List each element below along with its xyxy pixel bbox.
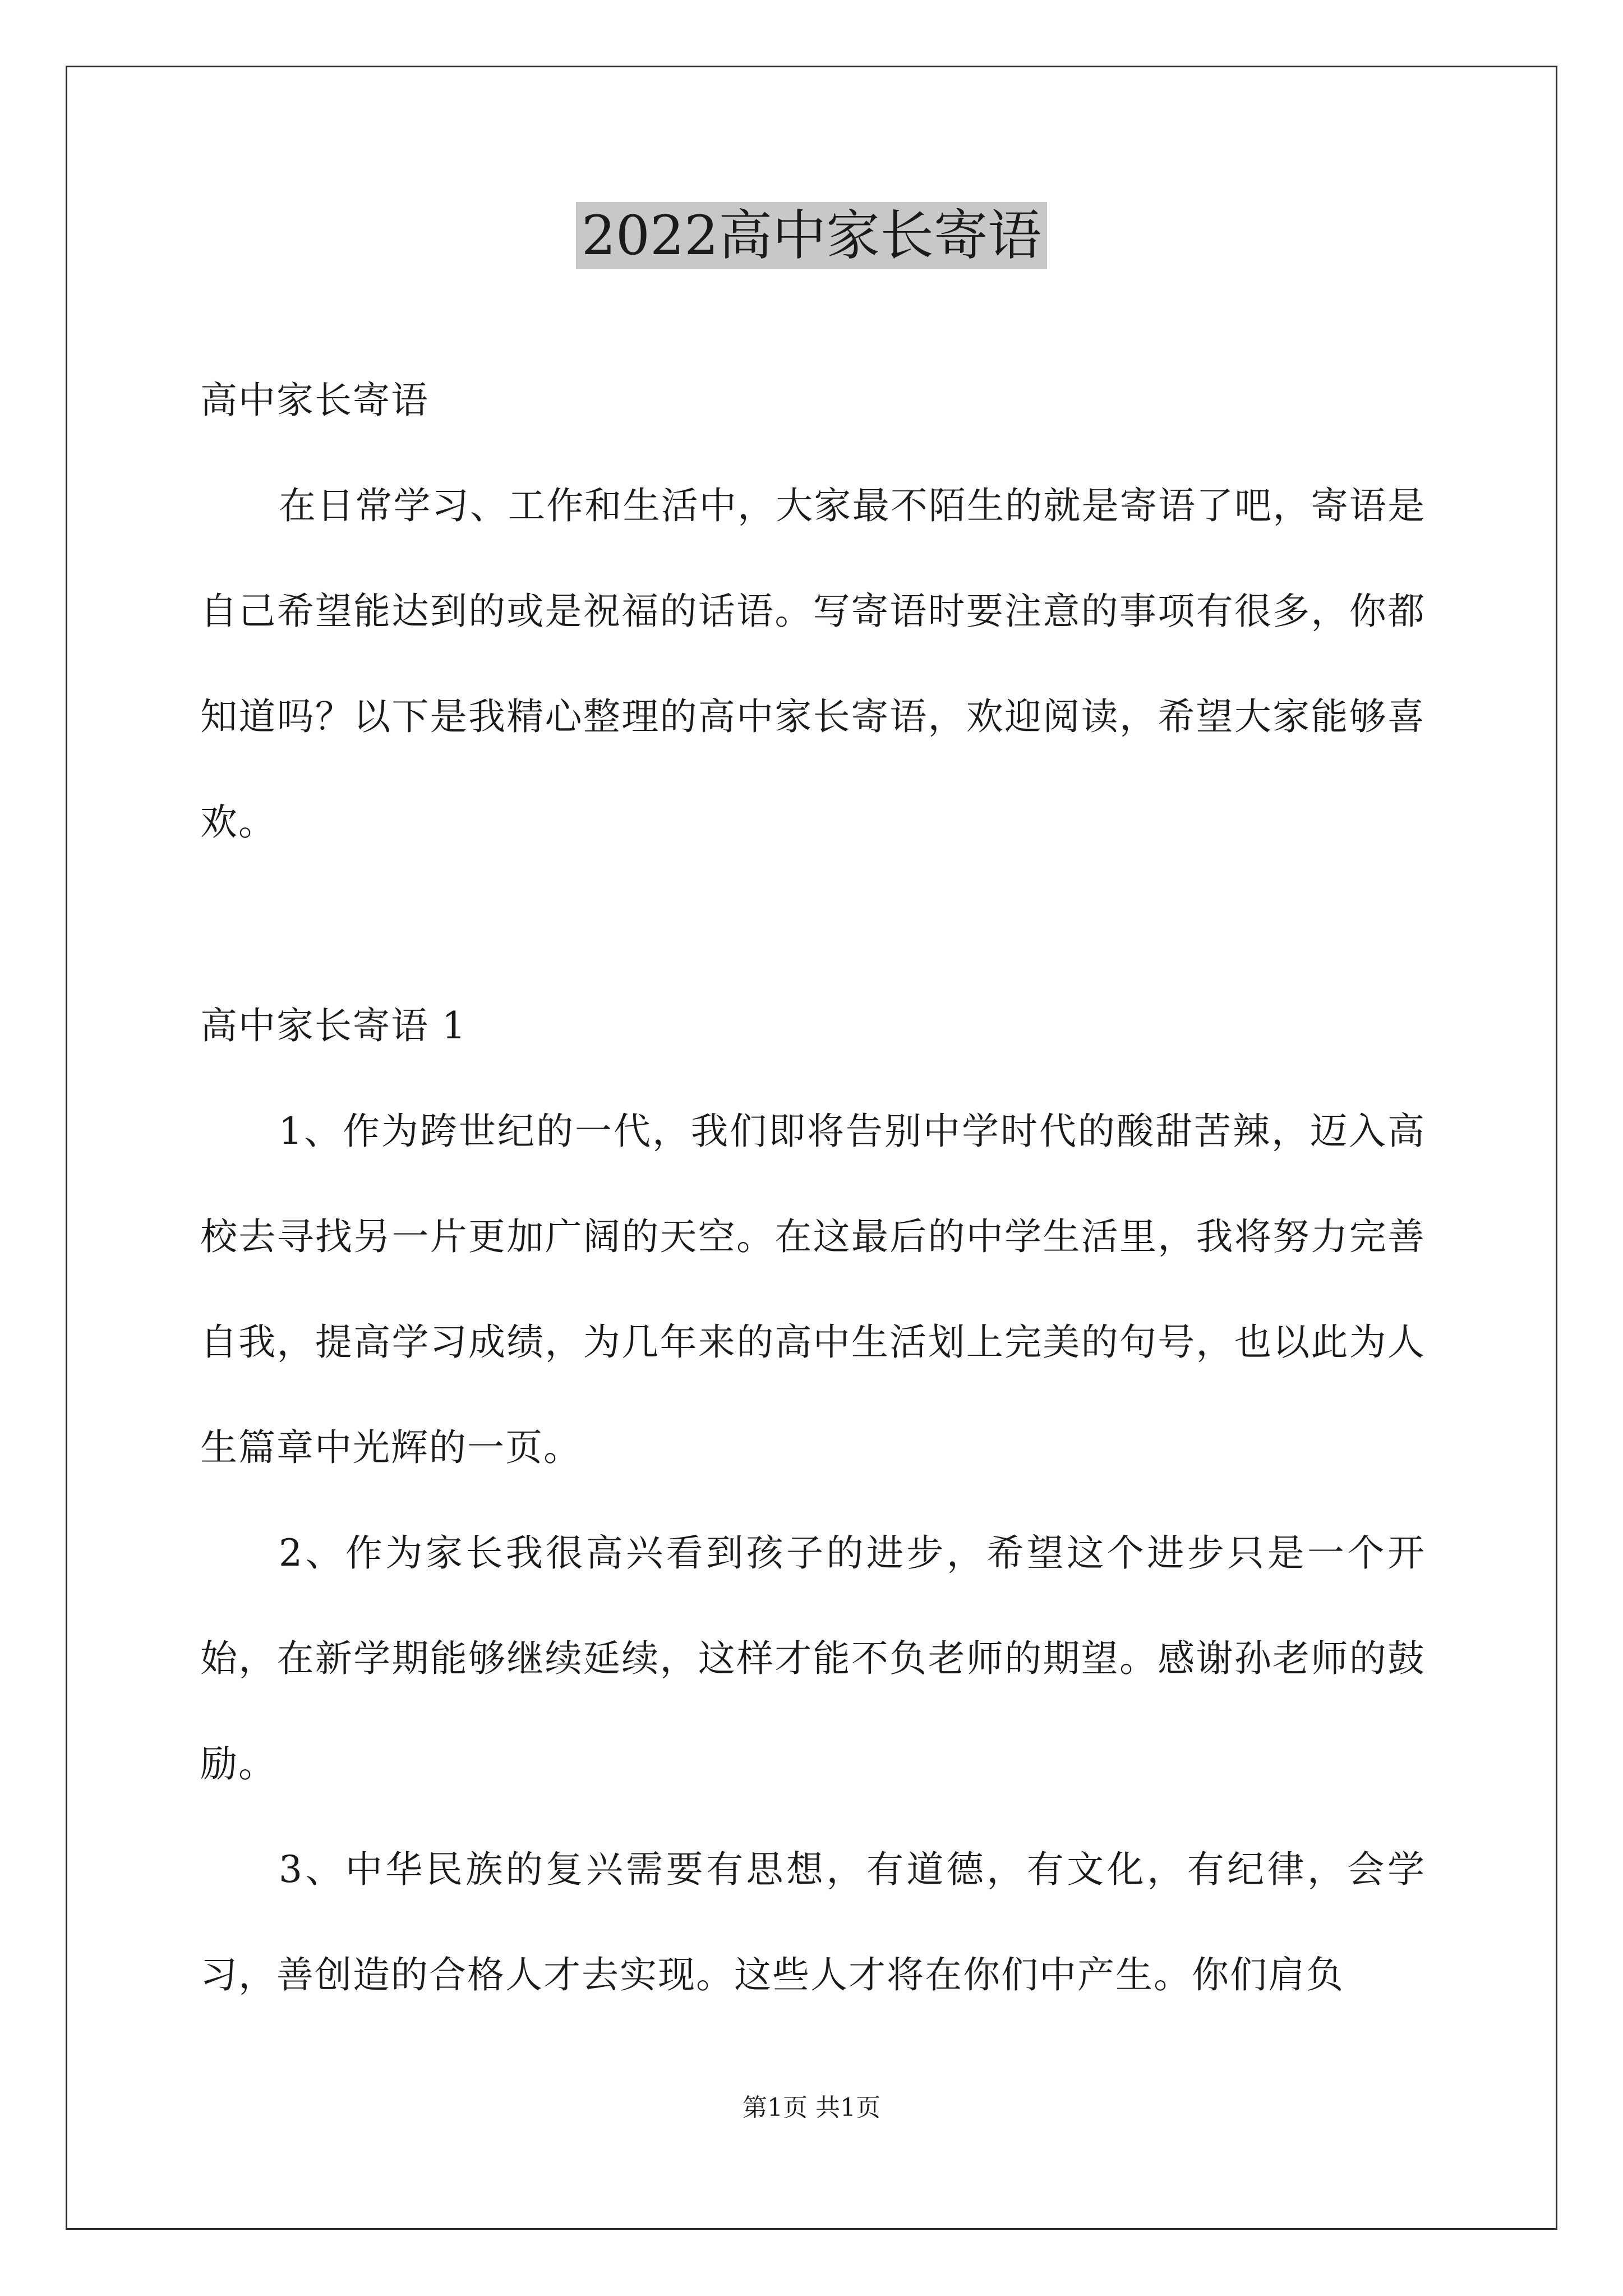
intro-paragraph: 在日常学习、工作和生活中，大家最不陌生的就是寄语了吧，寄语是自己希望能达到的或是祝福的话语。写寄语时要注意的事项有很多，你都知道吗？以下是我精心整理的高中家长寄语，欢迎阅读，希望大家能够喜欢。 xyxy=(200,484,1426,844)
document-body xyxy=(200,348,1426,2028)
paragraph-spacer xyxy=(200,875,1426,973)
document-title-text: 2022高中家长寄语 xyxy=(576,202,1047,269)
list-item: 1、作为跨世纪的一代，我们即将告别中学时代的酸甜苦辣，迈入高校去寻找另一片更加广阔的天空。在这最后的中学生活里，我将努力完善自我，提高学习成绩，为几年来的高中生活划上完美的句号，也以此为人生篇章中光辉的一页。 xyxy=(200,1110,1426,1469)
subtitle: 高中家长寄语 xyxy=(200,379,429,422)
list-item: 3、中华民族的复兴需要有思想，有道德，有文化，有纪律，会学习，善创造的合格人才去实现。这些人才将在你们中产生。你们肩负 xyxy=(200,1848,1426,1996)
list-item: 2、作为家长我很高兴看到孩子的进步，希望这个进步只是一个开始，在新学期能够继续延续，这样才能不负老师的期望。感谢孙老师的鼓励。 xyxy=(200,1531,1426,1786)
page-footer: 第1页 共1页 xyxy=(743,2093,880,2122)
document-title xyxy=(0,194,1623,278)
section-heading: 高中家长寄语 1 xyxy=(200,1004,467,1047)
